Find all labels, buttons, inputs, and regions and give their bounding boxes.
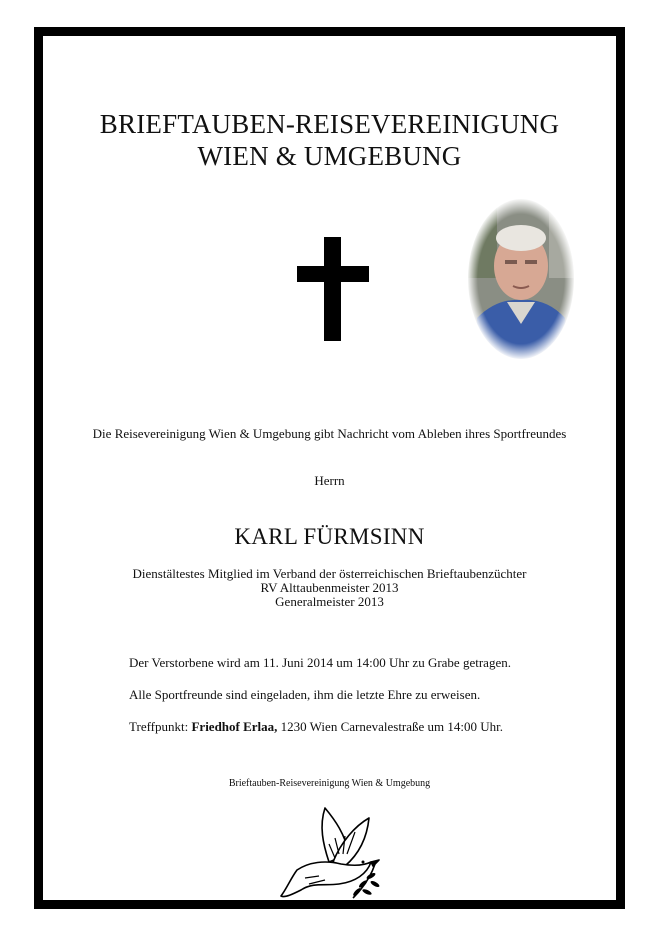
- salutation: Herrn: [314, 473, 345, 488]
- page-title: [43, 108, 616, 172]
- honor-titles: [43, 567, 616, 609]
- intro-text: Die Reisevereinigung Wien & Umgebung gibt Nachricht vom Ableben ihres Sportfreundes: [92, 426, 567, 441]
- dove-icon: [279, 804, 391, 900]
- meeting-info: [129, 719, 503, 735]
- honor-title: Generalmeister 2013: [275, 594, 384, 609]
- meeting-place: Friedhof Erlaa,: [191, 719, 278, 734]
- title-line-1: BRIEFTAUBEN-REISEVEREINIGUNG: [99, 109, 560, 139]
- cross-icon: [297, 237, 369, 341]
- meeting-label: Treffpunkt:: [129, 719, 192, 734]
- meeting-address: 1230 Wien Carnevalestraße um 14:00 Uhr.: [277, 719, 504, 734]
- deceased-name: KARL FÜRMSINN: [234, 524, 425, 549]
- footer-text: Brieftauben-Reisevereinigung Wien & Umgebung: [228, 778, 431, 789]
- honor-title: RV Alttaubenmeister 2013: [260, 580, 399, 595]
- honor-title: Dienstältestes Mitglied im Verband der österreichischen Brieftaubenzüchter: [132, 566, 527, 581]
- portrait-photo: [467, 198, 575, 360]
- funeral-info: Der Verstorbene wird am 11. Juni 2014 um 14:00 Uhr zu Grabe getragen.: [129, 655, 511, 670]
- invitation-info: Alle Sportfreunde sind eingeladen, ihm die letzte Ehre zu erweisen.: [129, 687, 481, 702]
- title-line-2: WIEN & UMGEBUNG: [197, 141, 462, 171]
- obituary-frame: [34, 27, 625, 909]
